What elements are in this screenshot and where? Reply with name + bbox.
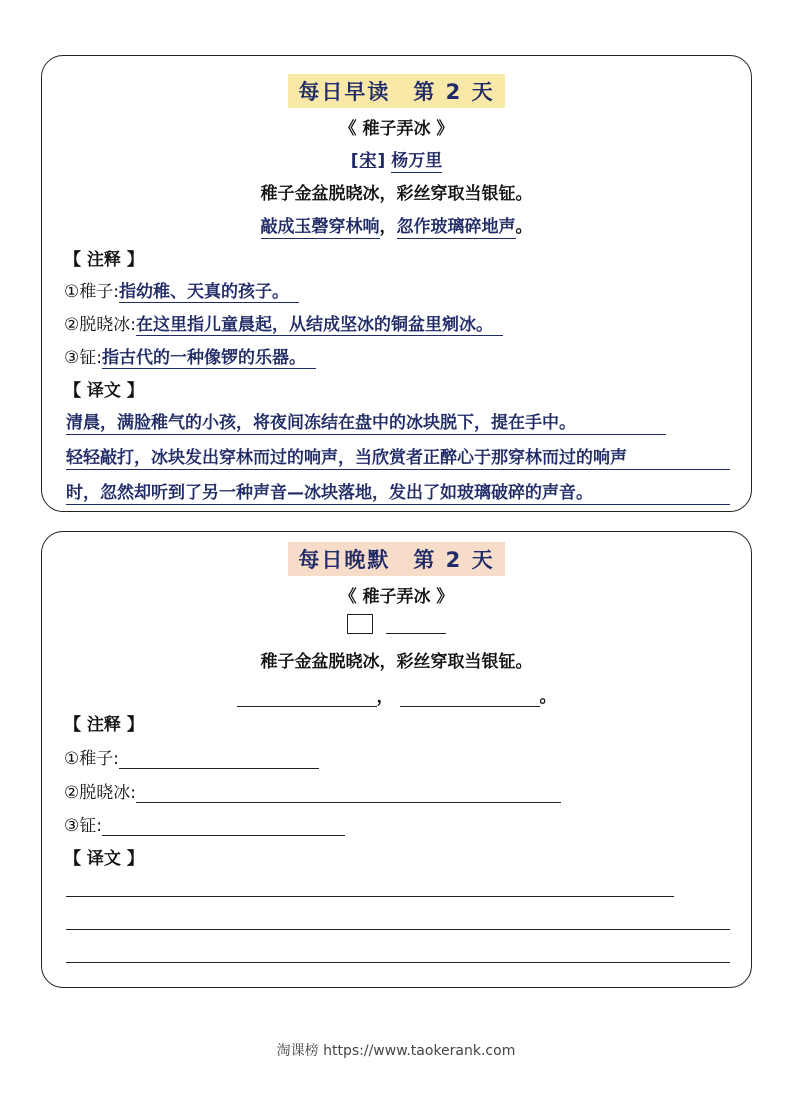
morning-author: 杨万里 <box>391 151 443 171</box>
morning-note-2 <box>64 310 503 336</box>
evening-notes-label: 【 注释 】 <box>64 715 144 735</box>
note-answer: 在这里指儿童晨起，从结成坚冰的铜盆里剜冰。 <box>136 310 503 336</box>
note-blank[interactable] <box>136 784 561 803</box>
author-blank[interactable] <box>386 615 446 634</box>
evening-poem-line-2 <box>42 682 751 707</box>
evening-title: 每日晚默 第 2 天 <box>288 542 504 576</box>
translation-line: 轻轻敲打，冰块发出穿林而过的响声，当欣赏者正醉心于那穿林而过的响声 <box>66 443 730 470</box>
evening-line2-end: 。 <box>539 687 557 707</box>
note-blank[interactable] <box>102 817 345 836</box>
morning-note-3 <box>64 343 316 369</box>
evening-author-line <box>42 614 751 634</box>
translation-blank-line[interactable] <box>66 896 674 897</box>
line2-blank-a[interactable] <box>237 688 377 707</box>
morning-translation-label: 【 译文 】 <box>64 381 144 401</box>
evening-dictation-card <box>41 531 752 988</box>
evening-title-wrap <box>42 542 751 576</box>
note-term: ③钲: <box>64 348 102 368</box>
line2-blank-b[interactable] <box>400 688 540 707</box>
morning-poem-title: 《 稚子弄冰 》 <box>339 119 454 139</box>
translation-line: 清晨，满脸稚气的小孩，将夜间冻结在盘中的冰块脱下，提在手中。 <box>66 408 666 435</box>
evening-note-1 <box>64 744 319 769</box>
note-term: ②脱晓冰: <box>64 783 136 803</box>
morning-notes-label: 【 注释 】 <box>64 250 144 270</box>
morning-line2-sep: ， <box>379 217 397 237</box>
morning-poem-line-1: 稚子金盆脱晓冰，彩丝穿取当银钲。 <box>260 184 533 204</box>
translation-blank-line[interactable] <box>66 929 730 930</box>
morning-reading-card <box>41 55 752 512</box>
morning-line2-part-b: 忽作玻璃碎地声 <box>396 217 516 237</box>
evening-poem-title: 《 稚子弄冰 》 <box>339 587 454 607</box>
note-blank[interactable] <box>119 750 319 769</box>
morning-dynasty: 宋 <box>359 151 377 171</box>
note-answer: 指古代的一种像锣的乐器。 <box>102 343 316 369</box>
note-term: ①稚子: <box>64 282 119 302</box>
translation-line: 时，忽然却听到了另一种声音—冰块落地，发出了如玻璃破碎的声音。 <box>66 478 730 505</box>
morning-title: 每日早读 第 2 天 <box>288 74 504 108</box>
morning-translation <box>66 408 730 505</box>
evening-note-3 <box>64 811 345 836</box>
evening-line2-sep: ， <box>376 687 394 707</box>
note-answer: 指幼稚、天真的孩子。 <box>119 277 299 303</box>
evening-note-2 <box>64 778 561 803</box>
evening-poem-line-1: 稚子金盆脱晓冰，彩丝穿取当银钲。 <box>260 652 533 672</box>
morning-line2-part-a: 敲成玉磬穿林响 <box>260 217 380 237</box>
morning-poem-line-2 <box>42 212 751 237</box>
morning-line2-end: 。 <box>515 217 533 237</box>
note-term: ③钲: <box>64 816 102 836</box>
note-term: ①稚子: <box>64 749 119 769</box>
morning-author-line: [宋] 杨万里 <box>350 151 443 171</box>
translation-blank-line[interactable] <box>66 962 730 963</box>
evening-translation-label: 【 译文 】 <box>64 849 144 869</box>
morning-title-wrap <box>42 74 751 108</box>
morning-note-1 <box>64 277 299 303</box>
dynasty-blank[interactable] <box>347 614 373 634</box>
footer-watermark: 淘课榜 https://www.taokerank.com <box>276 1043 516 1059</box>
note-term: ②脱晓冰: <box>64 315 136 335</box>
